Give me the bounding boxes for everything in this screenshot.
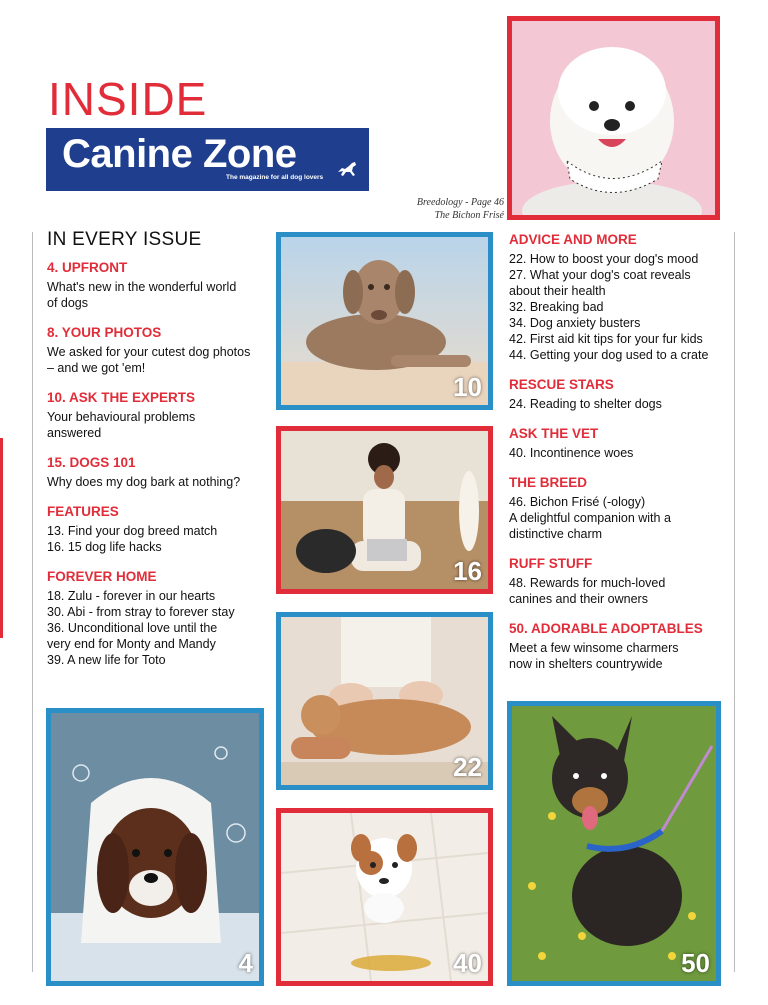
toc-heading: THE BREED [509, 475, 588, 490]
toc-line: 27. What your dog's coat reveals [509, 268, 691, 282]
toc-section [509, 232, 734, 363]
toc-heading: 4. UPFRONT [47, 260, 128, 275]
toc-line: Your behavioural problems [47, 410, 196, 424]
bichon-cover-photo [507, 16, 720, 220]
toc-line: 16. 15 dog life hacks [47, 540, 162, 554]
right-rule [734, 232, 735, 972]
toc-heading: 15. DOGS 101 [47, 455, 136, 470]
weimaraner-photo [276, 232, 493, 410]
toc-heading: FEATURES [47, 504, 119, 519]
page-number-badge: 16 [453, 556, 482, 586]
in-every-issue-column [47, 229, 269, 682]
toc-line: 22. How to boost your dog's mood [509, 252, 699, 266]
toc-line: canines and their owners [509, 592, 648, 606]
inside-title: INSIDE [48, 73, 208, 125]
toc-section [509, 475, 734, 542]
poodle-massage-photo [276, 612, 493, 790]
caption-page: Breedology - Page 46 [416, 197, 504, 208]
page-number-badge: 50 [681, 948, 710, 978]
toc-heading: FOREVER HOME [47, 569, 157, 584]
toc-line: Meet a few winsome charmers [509, 641, 679, 655]
toc-line: 34. Dog anxiety busters [509, 316, 641, 330]
toc-line: answered [47, 426, 102, 440]
toc-section [47, 325, 269, 376]
page-edge-mark [0, 438, 3, 638]
jack-russell-photo [276, 808, 493, 986]
toc-line: 18. Zulu - forever in our hearts [47, 589, 216, 603]
toc-section [509, 426, 734, 461]
page-number-badge: 40 [453, 948, 482, 978]
toc-line: A delightful companion with a [509, 511, 671, 525]
toc-line: 48. Rewards for much-loved [509, 576, 666, 590]
caption-breed: The Bichon Frisé [434, 210, 504, 221]
toc-line: about their health [509, 284, 606, 298]
toc-section [47, 455, 269, 490]
toc-section [509, 621, 734, 672]
page-number-badge: 22 [453, 752, 482, 782]
rescue-dog-photo [507, 701, 721, 986]
toc-line: distinctive charm [509, 527, 603, 541]
in-every-issue-title: IN EVERY ISSUE [47, 229, 202, 250]
page-number-badge: 10 [453, 372, 482, 402]
toc-heading: 50. ADORABLE ADOPTABLES [509, 621, 703, 636]
left-rule [32, 232, 33, 972]
toc-line: Why does my dog bark at nothing? [47, 475, 241, 489]
toc-line: now in shelters countrywide [509, 657, 663, 671]
toc-heading: 10. ASK THE EXPERTS [47, 390, 196, 405]
toc-line: 44. Getting your dog used to a crate [509, 348, 709, 362]
toc-section [509, 377, 734, 412]
toc-line: 40. Incontinence woes [509, 446, 634, 460]
toc-line: – and we got 'em! [47, 361, 146, 375]
toc-section [509, 556, 734, 607]
page-number-badge: 4 [238, 948, 253, 978]
toc-line: 42. First aid kit tips for your fur kids [509, 332, 703, 346]
toc-line: of dogs [47, 296, 89, 310]
toc-line: very end for Monty and Mandy [47, 637, 216, 651]
toc-heading: RESCUE STARS [509, 377, 614, 392]
toc-line: 39. A new life for Toto [47, 653, 166, 667]
toc-line: 24. Reading to shelter dogs [509, 397, 662, 411]
toc-line: 36. Unconditional love until the [47, 621, 218, 635]
toc-section [47, 390, 269, 441]
bath-dog-photo [46, 708, 264, 986]
toc-line: We asked for your cutest dog photos [47, 345, 251, 359]
logo-name: Canine Zone [62, 132, 297, 176]
toc-heading: ASK THE VET [509, 426, 599, 441]
running-dog-icon [335, 156, 359, 180]
toc-line: 32. Breaking bad [509, 300, 604, 314]
toc-section [47, 569, 269, 668]
toc-section [47, 260, 269, 311]
toc-heading: RUFF STUFF [509, 556, 593, 571]
toc-section [47, 504, 269, 555]
logo-tagline: The magazine for all dog lovers [226, 174, 324, 181]
cover-caption [380, 196, 504, 222]
canine-zone-logo [46, 128, 369, 191]
woman-with-dog-photo [276, 426, 493, 594]
toc-line: What's new in the wonderful world [47, 280, 237, 294]
toc-heading: ADVICE AND MORE [509, 232, 637, 247]
toc-line: 30. Abi - from stray to forever stay [47, 605, 235, 619]
toc-line: 46. Bichon Frisé (-ology) [509, 495, 646, 509]
advice-column [509, 232, 734, 686]
toc-heading: 8. YOUR PHOTOS [47, 325, 162, 340]
toc-line: 13. Find your dog breed match [47, 524, 218, 538]
